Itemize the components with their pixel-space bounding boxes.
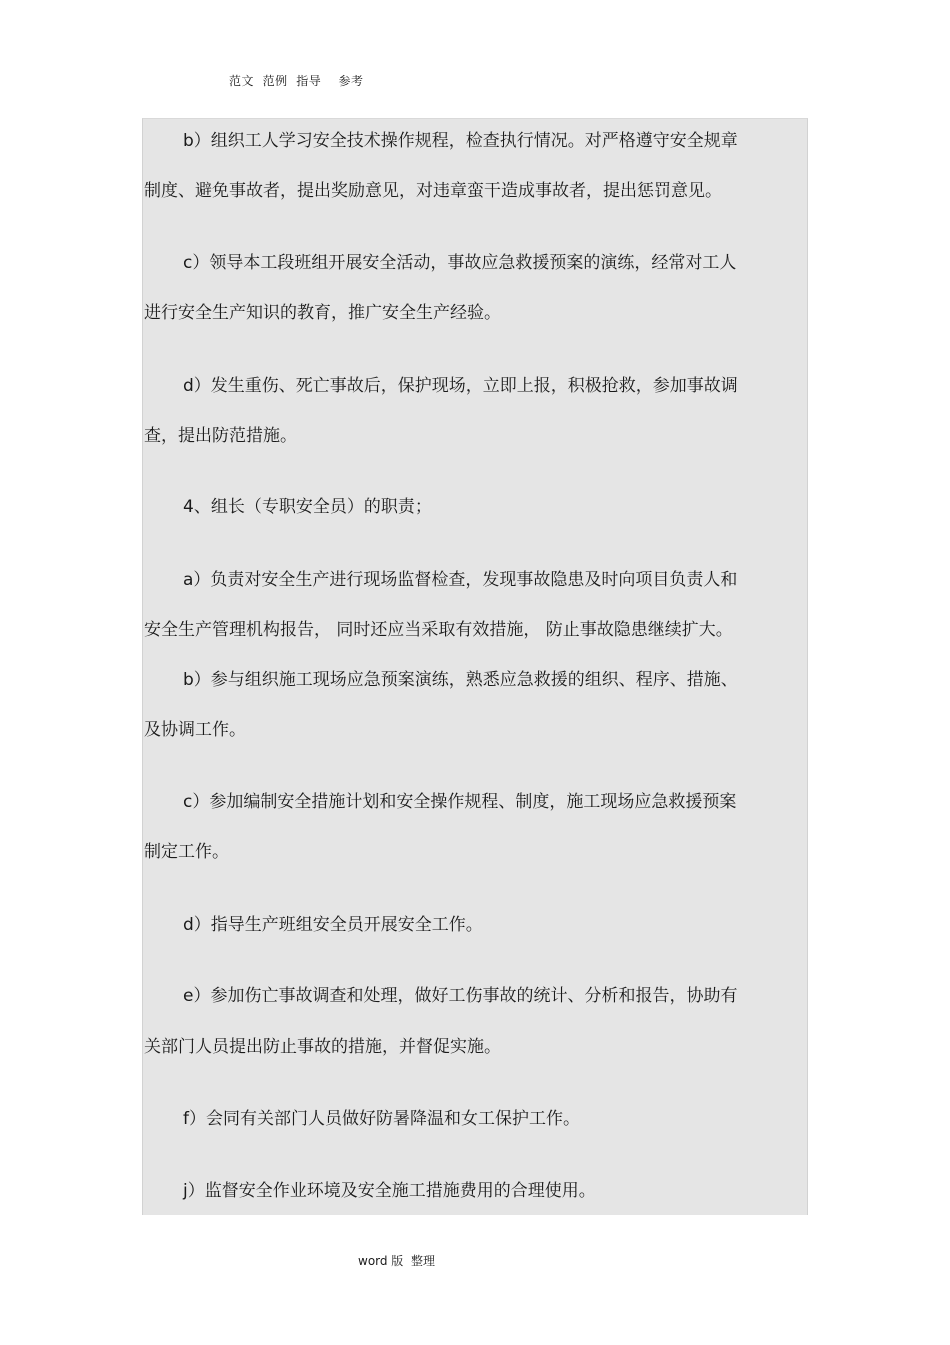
- paragraph-line: 制定工作。: [144, 842, 229, 862]
- paragraph-line: e）参加伤亡事故调查和处理，做好工伤事故的统计、分析和报告，协助有: [183, 986, 738, 1006]
- paragraph-line: b）组织工人学习安全技术操作规程，检查执行情况。对严格遵守安全规章: [183, 131, 738, 151]
- paragraph-line: d）发生重伤、死亡事故后，保护现场，立即上报，积极抢救，参加事故调: [183, 376, 738, 396]
- paragraph-line: c）领导本工段班组开展安全活动，事故应急救援预案的演练，经常对工人: [183, 253, 737, 273]
- paragraph-line: a）负责对安全生产进行现场监督检查，发现事故隐患及时向项目负责人和: [183, 570, 738, 590]
- paragraph-line: 及协调工作。: [144, 720, 246, 740]
- paragraph-line: 查，提出防范措施。: [144, 426, 297, 446]
- paragraph-line: 安全生产管理机构报告， 同时还应当采取有效措施， 防止事故隐患继续扩大。: [144, 620, 733, 640]
- paragraph-line: b）参与组织施工现场应急预案演练，熟悉应急救援的组织、程序、措施、: [183, 670, 738, 690]
- page-footer: word 版 整理: [358, 1254, 435, 1268]
- page-header: 范文 范例 指导 参考: [229, 74, 364, 88]
- paragraph-line: j）监督安全作业环境及安全施工措施费用的合理使用。: [183, 1181, 596, 1201]
- paragraph-line: 进行安全生产知识的教育，推广安全生产经验。: [144, 303, 501, 323]
- document-body: [142, 118, 808, 1215]
- paragraph-line: d）指导生产班组安全员开展安全工作。: [183, 915, 483, 935]
- paragraph-line: 制度、避免事故者，提出奖励意见，对违章蛮干造成事故者，提出惩罚意见。: [144, 181, 722, 201]
- paragraph-line: f）会同有关部门人员做好防暑降温和女工保护工作。: [183, 1109, 580, 1129]
- section-heading: 4、组长（专职安全员）的职责；: [183, 497, 432, 517]
- paragraph-line: c）参加编制安全措施计划和安全操作规程、制度，施工现场应急救援预案: [183, 792, 737, 812]
- paragraph-line: 关部门人员提出防止事故的措施，并督促实施。: [144, 1037, 501, 1057]
